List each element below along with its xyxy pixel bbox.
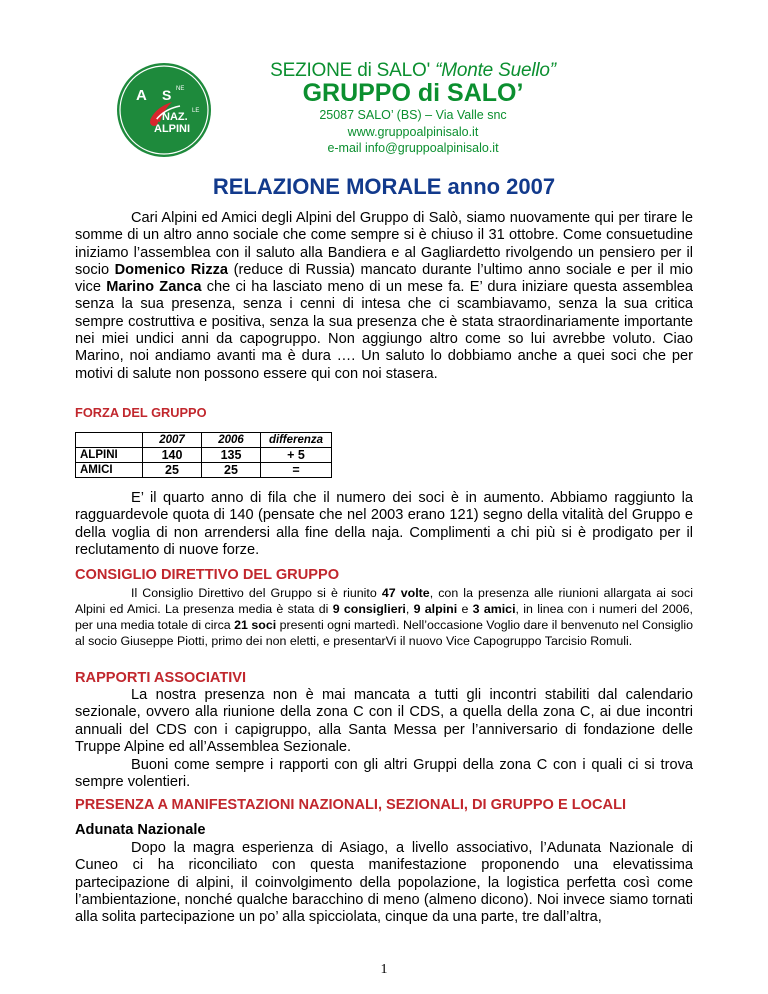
cell-value: 25	[202, 463, 261, 478]
consiglio-text-2: , con la presenza alle riunioni allargata ai soci Alpini ed Amici. La presenza media è stata di	[75, 586, 693, 616]
adunata-paragraph: Dopo la magra esperienza di Asiago, a livello associativo, l’Adunata Nazionale di Cuneo ci ha riconciliato con questa manifestazione proponendo una elevatissima partecipazione di alpini, il coinvolgimento della popolazione, la logistica perfetta così come l’ambientazione, nonché qualche baracchino di meno (almeno dicono). Noi invece siamo tornati alla solita partecipazione un po’ alla spicciolata, cinque da una parte, tre dall’altra,	[75, 840, 693, 926]
page-number: 1	[380, 962, 388, 977]
logo-ne: NE	[176, 86, 185, 92]
rapporti-heading: RAPPORTI ASSOCIATIVI	[75, 670, 247, 686]
adunata-subheading: Adunata Nazionale	[75, 822, 206, 838]
intro-text-2: (reduce di Russia) mancato durante l’ultimo anno sociale e per il mio vice	[75, 261, 693, 296]
forza-paragraph: E’ il quarto anno di fila che il numero dei soci è in aumento. Abbiamo raggiunto la ragguardevole quota di 140 (pensate che nel 2003 erano 121) segno della vitalità del Gruppo e della voglia di non arrendersi alla fine della naja. Complimenti a chi più si è prodigato per il reclutamento di nuove forze.	[75, 490, 693, 558]
row-label-amici: AMICI	[76, 463, 143, 478]
cell-value: 25	[143, 463, 202, 478]
consiglio-heading: CONSIGLIO DIRETTIVO DEL GRUPPO	[75, 567, 340, 583]
section-prefix: SEZIONE di SALO'	[270, 60, 430, 81]
cell-value: 140	[143, 448, 202, 463]
address: 25087 SALO’ (BS) – Via Valle snc	[319, 108, 507, 122]
logo-letter-s: S	[162, 87, 172, 103]
col-2007: 2007	[143, 433, 202, 448]
consiglio-bold-5: 21 soci	[234, 618, 277, 632]
group-name: GRUPPO di SALO’	[302, 79, 524, 107]
table-header-row	[76, 433, 332, 448]
consiglio-text-4: e	[457, 602, 473, 616]
website-link[interactable]: www.gruppoalpinisalo.it	[347, 125, 479, 139]
consiglio-paragraph	[75, 585, 693, 649]
col-differenza: differenza	[261, 433, 332, 448]
cell-value: =	[261, 463, 332, 478]
consiglio-text-6: presenti ogni martedì. Nell’occasione Voglio dare il benvenuto nel Consiglio al socio Giuseppe Piotti, primo dei non eletti, e presentarVi il nuovo Vice Capogruppo Tarcisio Romuli.	[75, 618, 693, 648]
logo-letter-a: A	[136, 87, 147, 104]
email-link[interactable]: e-mail info@gruppoalpinisalo.it	[327, 141, 499, 155]
table-row	[76, 448, 332, 463]
logo-le: LE	[192, 108, 200, 114]
consiglio-text-1: Il Consiglio Direttivo del Gruppo si è riunito	[131, 586, 382, 600]
rapporti-paragraph-2: Buoni come sempre i rapporti con gli altri Gruppi della zona C con i quali ci si trova sempre volentieri.	[75, 757, 693, 791]
row-label-alpini: ALPINI	[76, 448, 143, 463]
table-corner-cell	[76, 433, 143, 448]
document-title: RELAZIONE MORALE anno 2007	[212, 174, 556, 199]
consiglio-bold-3: 9 alpini	[413, 602, 458, 616]
consiglio-bold-1: 47 volte	[381, 586, 430, 600]
cell-value: + 5	[261, 448, 332, 463]
intro-paragraph	[75, 210, 693, 383]
col-2006: 2006	[202, 433, 261, 448]
consiglio-text-3: ,	[405, 602, 414, 616]
section-name: “Monte Suello”	[435, 60, 556, 81]
consiglio-text-5: , in linea con i numeri del 2006, per una media totale di circa	[75, 602, 693, 632]
presenza-heading: PRESENZA A MANIFESTAZIONI NAZIONALI, SEZIONALI, DI GRUPPO E LOCALI	[75, 797, 627, 813]
rapporti-paragraph-1: La nostra presenza non è mai mancata a tutti gli incontri stabiliti dal calendario sezionale, ovvero alla riunione della zona C con il CDS, a quella della zona C, ai due incontri annuali del CDS con i capigruppo, alla Santa Messa per l’anniversario di fondazione delle Truppe Alpine ed all’Assemblea Sezionale.	[75, 687, 693, 755]
forza-heading: FORZA DEL GRUPPO	[75, 405, 207, 420]
member-name-zanca: Marino Zanca	[106, 279, 202, 296]
table-row	[76, 463, 332, 478]
consiglio-bold-2: 9 consiglieri	[332, 602, 406, 616]
cell-value: 135	[202, 448, 261, 463]
intro-text-1: Cari Alpini ed Amici degli Alpini del Gruppo di Salò, siamo nuovamente qui per tirare le somme di un altro anno sociale che come sempre si è chiuso il 31 ottobre. Come consuetudine iniziamo l’assemblea con il saluto alla Bandiera e al Gagliardetto rivolgendo un pensiero per il socio	[75, 210, 693, 278]
ana-logo-icon	[116, 62, 212, 158]
logo-alpini: ALPINI	[154, 123, 191, 135]
logo-naz: NAZ.	[162, 111, 188, 123]
forza-table	[75, 432, 332, 478]
consiglio-bold-4: 3 amici	[472, 602, 516, 616]
intro-text-3: che ci ha lasciato meno di un mese fa. E’ dura iniziare questa assemblea senza la sua presenza, senza i cenni di intesa che ci scambiavamo, senza la sua critica sempre costruttiva e positiva, senza la sua presenza che è stata straordinariamente importante nei miei undici anni da capogruppo. Non aggiungo altro come so lui avrebbe voluto. Ciao Marino, noi andiamo avanti ma è dura …. Un saluto lo dobbiamo anche a quei soci che per motivi di salute non possono essere qui con noi stasera.	[75, 279, 693, 382]
member-name-rizza: Domenico Rizza	[114, 261, 229, 278]
